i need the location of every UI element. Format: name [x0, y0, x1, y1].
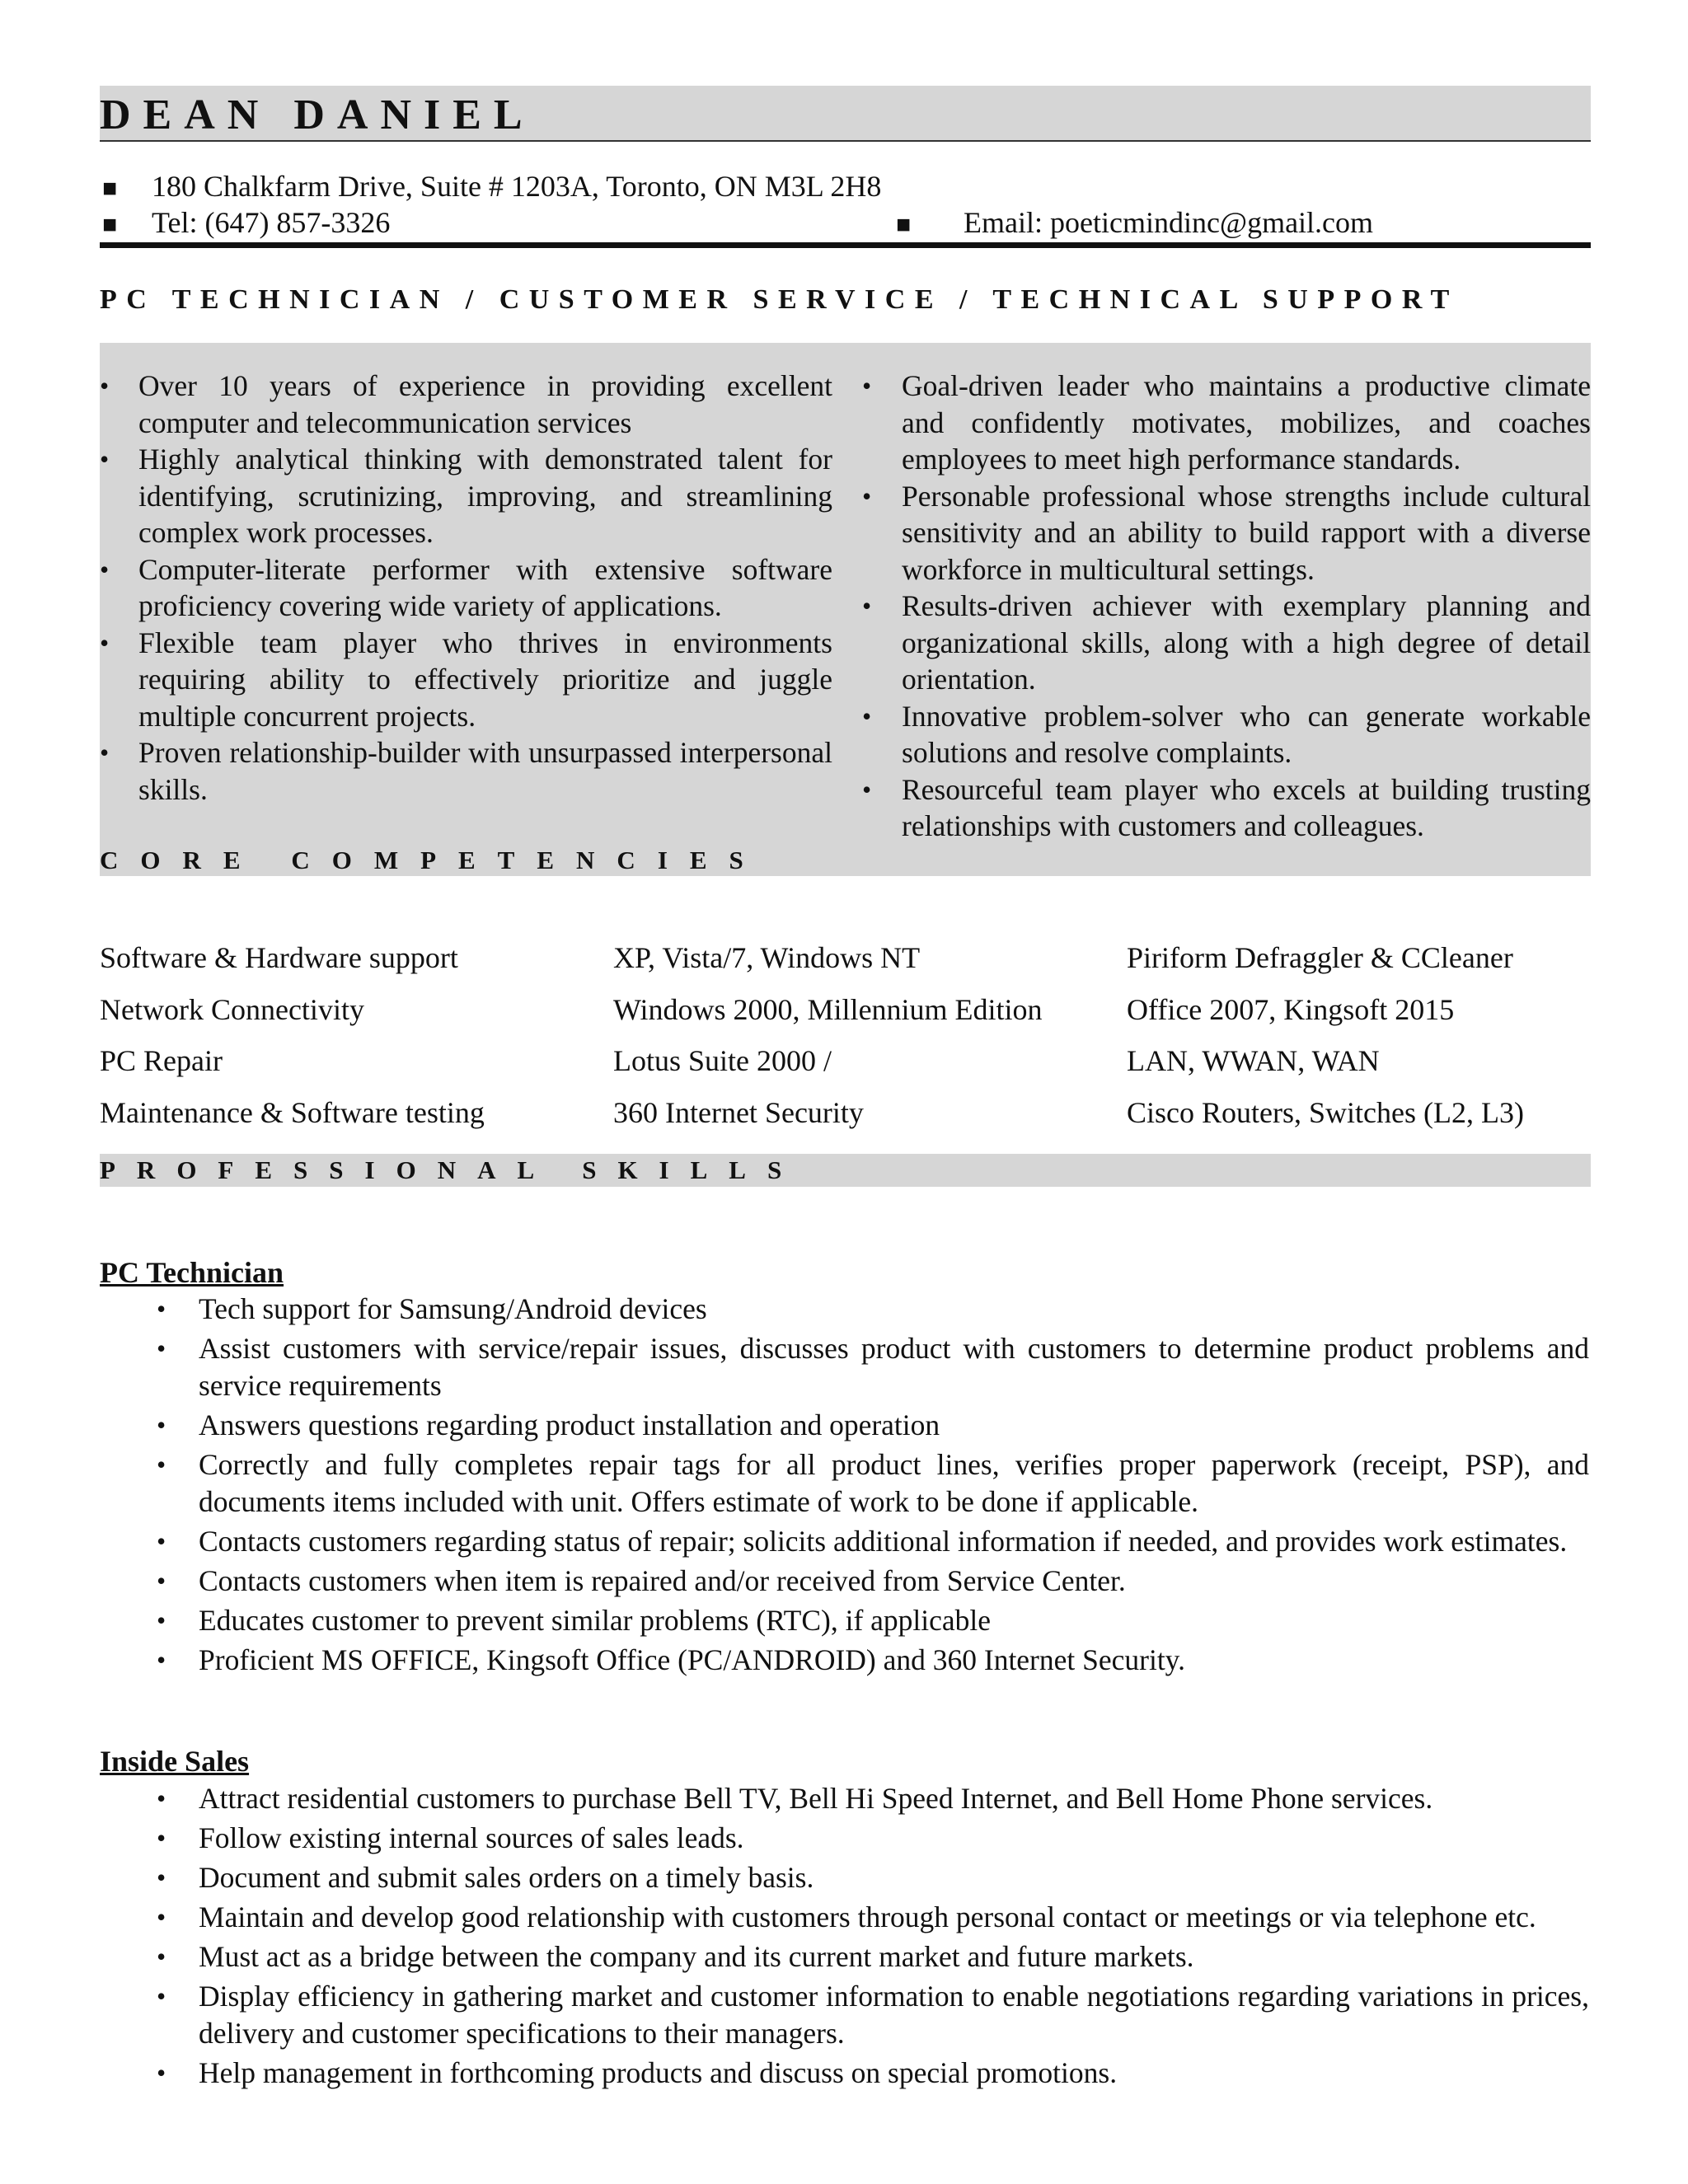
bullet-text: Proficient MS OFFICE, Kingsoft Office (PC/ANDROID) and 360 Internet Security.: [199, 1643, 1185, 1676]
bullet-icon: •: [100, 738, 110, 767]
bullet-text: Computer-literate performer with extensive software proficiency covering wide variety of applications.: [138, 552, 832, 622]
summary-item: [862, 368, 1591, 478]
bullet-icon: •: [157, 1605, 166, 1635]
summary-item: [862, 478, 1591, 588]
bullet-text: Highly analytical thinking with demonstrated talent for identifying, scrutinizing, improving, and streamlining complex work processes.: [138, 443, 832, 549]
bullet-text: Proven relationship-builder with unsurpassed interpersonal skills.: [138, 736, 832, 806]
professional-skills-heading: PROFESSIONAL SKILLS: [100, 1155, 804, 1184]
duty-item: [157, 1291, 1589, 1328]
bullet-text: Must act as a bridge between the company and its current market and future markets.: [199, 1940, 1194, 1973]
professional-headline: PC TECHNICIAN / CUSTOMER SERVICE / TECHNICAL SUPPORT: [100, 284, 1459, 315]
bullet-text: Display efficiency in gathering market and customer information to enable negotiations regarding variations in prices, delivery and customer specifications to their managers.: [199, 1980, 1589, 2050]
duty-item: [157, 1602, 1589, 1639]
summary-box: [100, 343, 1591, 876]
name-banner: [100, 86, 1591, 142]
summary-item: [100, 625, 832, 735]
bullet-text: Goal-driven leader who maintains a productive climate and confidently motivates, mobilizes, and coaches employees to meet high performance standards.: [902, 369, 1591, 476]
bullet-text: Personable professional whose strengths include cultural sensitivity and an ability to build rapport with a diverse workforce in multicultural settings.: [902, 479, 1591, 586]
bullet-icon: •: [157, 1410, 166, 1440]
competencies-grid: [100, 936, 1591, 1142]
bullet-icon: •: [157, 1823, 166, 1853]
competency-item: 360 Internet Security: [613, 1095, 864, 1129]
phone-text: Tel: (647) 857-3326: [152, 206, 391, 239]
summary-right-column: [862, 368, 1591, 845]
inside-sales-duties: [157, 1780, 1589, 2094]
competency-item: PC Repair: [100, 1044, 223, 1077]
duty-item: [157, 1407, 1589, 1444]
bullet-icon: •: [157, 1902, 166, 1932]
summary-item: [100, 368, 832, 441]
email-text: Email: poeticmindinc@gmail.com: [964, 206, 1374, 239]
duty-item: [157, 1899, 1589, 1936]
summary-right-list: [862, 368, 1591, 845]
bullet-icon: •: [862, 701, 872, 731]
square-bullet-icon: ■: [896, 211, 912, 238]
duty-item: [157, 1642, 1589, 1679]
duty-item: [157, 2055, 1589, 2092]
competency-item: Lotus Suite 2000 /: [613, 1044, 832, 1077]
candidate-name: DEAN DANIEL: [100, 91, 535, 138]
pc-technician-duties: [157, 1291, 1589, 1681]
bullet-icon: •: [157, 1942, 166, 1971]
competency-row: [100, 988, 1591, 1040]
summary-left-list: [100, 368, 832, 808]
bullet-text: Help management in forthcoming products and discuss on special promotions.: [199, 2056, 1118, 2089]
bullet-text: Results-driven achiever with exemplary planning and organizational skills, along with a high degree of detail orientation.: [902, 589, 1591, 696]
bullet-text: Assist customers with service/repair issues, discusses product with customers to determine product problems and service requirements: [199, 1332, 1589, 1402]
duty-item: [157, 1859, 1589, 1896]
job-title-pc-technician: PC Technician: [100, 1256, 284, 1289]
bullet-icon: •: [157, 2058, 166, 2088]
header-divider: [100, 242, 1591, 248]
bullet-icon: •: [157, 1566, 166, 1596]
bullet-text: Innovative problem-solver who can generate workable solutions and resolve complaints.: [902, 699, 1591, 769]
address-text: 180 Chalkfarm Drive, Suite # 1203A, Toronto, ON M3L 2H8: [152, 170, 882, 203]
bullet-text: Contacts customers regarding status of repair; solicits additional information if needed, and provides work estimates.: [199, 1525, 1568, 1558]
contact-phone: [102, 204, 390, 243]
duty-item: [157, 1523, 1589, 1560]
summary-left-column: [100, 368, 832, 808]
competency-item: Network Connectivity: [100, 992, 364, 1026]
bullet-text: Tech support for Samsung/Android devices: [199, 1292, 707, 1325]
summary-item: [100, 551, 832, 625]
bullet-icon: •: [157, 1450, 166, 1479]
summary-item: [862, 771, 1591, 845]
square-bullet-icon: ■: [102, 211, 118, 238]
summary-item: [100, 441, 832, 551]
summary-item: [100, 734, 832, 808]
bullet-text: Follow existing internal sources of sales leads.: [199, 1821, 744, 1854]
duty-item: [157, 1978, 1589, 2052]
competency-row: [100, 1091, 1591, 1143]
bullet-text: Over 10 years of experience in providing excellent computer and telecommunication services: [138, 369, 832, 439]
bullet-icon: •: [862, 480, 872, 511]
bullet-icon: •: [862, 371, 872, 401]
competency-item: Piriform Defraggler & CCleaner: [1127, 941, 1513, 974]
duty-item: [157, 1330, 1589, 1404]
core-competencies-heading: CORE COMPETENCIES: [100, 846, 766, 874]
summary-item: [862, 588, 1591, 698]
duty-item: [157, 1446, 1589, 1521]
bullet-icon: •: [157, 1783, 166, 1813]
bullet-text: Attract residential customers to purchase Bell TV, Bell Hi Speed Internet, and Bell Home Phone services.: [199, 1782, 1433, 1815]
bullet-text: Flexible team player who thrives in environments requiring ability to effectively prioritize and juggle multiple concurrent projects.: [138, 626, 832, 733]
duty-item: [157, 1780, 1589, 1817]
competency-item: Windows 2000, Millennium Edition: [613, 992, 1043, 1026]
bullet-text: Resourceful team player who excels at building trusting relationships with customers and colleagues.: [902, 772, 1591, 842]
competency-item: Software & Hardware support: [100, 941, 458, 974]
bullet-icon: •: [157, 1981, 166, 2011]
competency-row: [100, 1039, 1591, 1091]
bullet-icon: •: [862, 774, 872, 804]
bullet-text: Educates customer to prevent similar problems (RTC), if applicable: [199, 1604, 992, 1637]
bullet-icon: •: [157, 1645, 166, 1675]
contact-address: [102, 168, 881, 207]
bullet-icon: •: [157, 1333, 166, 1363]
duty-item: [157, 1938, 1589, 1975]
summary-item: [862, 698, 1591, 771]
bullet-icon: •: [100, 627, 110, 658]
competency-item: Cisco Routers, Switches (L2, L3): [1127, 1095, 1524, 1129]
bullet-text: Answers questions regarding product installation and operation: [199, 1408, 940, 1441]
bullet-icon: •: [100, 444, 110, 474]
duty-item: [157, 1563, 1589, 1600]
bullet-icon: •: [157, 1294, 166, 1324]
bullet-icon: •: [100, 371, 110, 401]
competency-item: XP, Vista/7, Windows NT: [613, 941, 921, 974]
bullet-icon: •: [157, 1863, 166, 1892]
job-title-inside-sales: Inside Sales: [100, 1745, 250, 1778]
bullet-icon: •: [157, 1526, 166, 1556]
bullet-text: Document and submit sales orders on a timely basis.: [199, 1861, 814, 1894]
bullet-icon: •: [862, 591, 872, 621]
bullet-text: Contacts customers when item is repaired and/or received from Service Center.: [199, 1564, 1126, 1597]
contact-email: [896, 204, 1373, 243]
competency-item: Maintenance & Software testing: [100, 1095, 485, 1129]
bullet-text: Maintain and develop good relationship with customers through personal contact or meetings or via telephone etc.: [199, 1900, 1536, 1933]
competency-item: Office 2007, Kingsoft 2015: [1127, 992, 1455, 1026]
bullet-text: Correctly and fully completes repair tags for all product lines, verifies proper paperwork (receipt, PSP), and documents items included with unit. Offers estimate of work to be done if applicable.: [199, 1448, 1589, 1518]
bullet-icon: •: [100, 554, 110, 584]
competency-row: [100, 936, 1591, 988]
competency-item: LAN, WWAN, WAN: [1127, 1044, 1380, 1077]
square-bullet-icon: ■: [102, 175, 118, 202]
duty-item: [157, 1820, 1589, 1857]
